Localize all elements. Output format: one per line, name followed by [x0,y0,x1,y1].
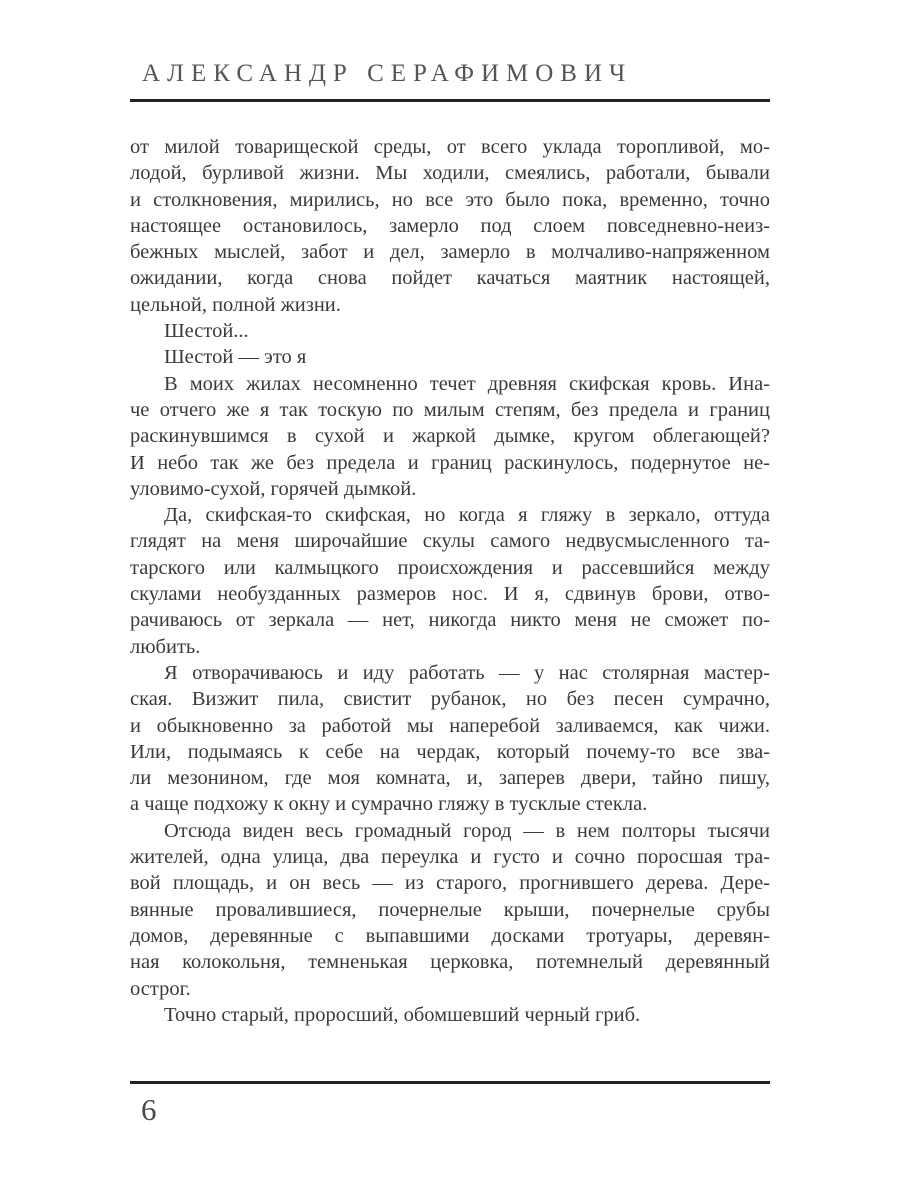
paragraph [130,1002,770,1028]
body-text [130,134,770,1028]
text-line: цельной, полной жизни. [130,293,341,316]
text-line: ская. Визжит пила, свистит рубанок, но без песен сумрачно, [130,688,770,711]
text-line: раскинувшимся в сухой и жаркой дымке, кругом облегающей? [130,425,770,448]
text-line: настоящее остановилось, замерло под слоем повседневно-неиз- [130,214,770,237]
text-line: ная колокольня, темненькая церковка, потемнелый деревянный [130,951,770,974]
text-line: любить. [130,635,201,658]
text-line: уловимо-сухой, горячей дымкой. [130,477,417,500]
text-line: Или, подымаясь к себе на чердак, который почему-то все зва- [130,740,770,763]
text-line: жителей, одна улица, два переулка и густо и сочно поросшая тра- [130,846,770,869]
text-line: ожидании, когда снова пойдет качаться маятник настоящей, [130,267,770,290]
text-line: вой площадь, и он весь — из старого, прогнившего дерева. Дере- [130,872,770,895]
paragraph [130,318,770,344]
text-line: Да, скифская-то скифская, но когда я гляжу в зеркало, оттуда [164,504,770,527]
text-line: острог. [130,977,191,1000]
text-line: и столкновения, мирились, но все это было пока, временно, точно [130,188,770,211]
text-line: и обыкновенно за работой мы наперебой заливаемся, как чижи. [130,714,770,737]
text-line: рачиваюсь от зеркала — нет, никогда никто меня не сможет по- [130,609,770,632]
text-line: ли мезонином, где моя комната, и, заперев двери, тайно пишу, [130,767,770,790]
text-line: И небо так же без предела и границ раскинулось, подернутое не- [130,451,770,474]
paragraph [130,371,770,502]
page-title: АЛЕКСАНДР СЕРАФИМОВИЧ [142,60,633,87]
paragraph [130,502,770,660]
paragraph [130,818,770,1002]
text-line: бежных мыслей, забот и дел, замерло в молчаливо-напряженном [130,241,770,264]
paragraph [130,344,770,370]
text-line: скулами необузданных размеров нос. И я, сдвинув брови, отво- [130,583,770,606]
text-line: домов, деревянные с выпавшими досками тротуары, деревян- [130,924,770,947]
header-divider [130,99,770,102]
text-line: Отсюда виден весь громадный город — в нем полторы тысячи [164,819,770,842]
footer-divider [130,1081,770,1084]
text-line: В моих жилах несомненно течет древняя скифская кровь. Ина- [164,372,770,395]
paragraph [130,660,770,818]
text-line: Точно старый, проросший, обомшевший черный гриб. [164,1003,641,1026]
text-line: глядят на меня широчайшие скулы самого недвусмысленного та- [130,530,770,553]
text-line: от милой товарищеской среды, от всего уклада торопливой, мо- [130,136,770,158]
text-line: Шестой... [164,320,249,343]
text-line: тарского или калмыцкого происхождения и рассевшийся между [130,556,770,579]
text-line: вянные провалившиеся, почернелые крыши, почернелые срубы [130,898,770,921]
text-line: че отчего же я так тоскую по милым степям, без предела и границ [130,398,770,421]
text-line: Я отворачиваюсь и иду работать — у нас столярная мастер- [164,661,770,684]
page-number: 6 [141,1092,157,1127]
text-line: лодой, бурливой жизни. Мы ходили, смеялись, работали, бывали [130,162,770,185]
text-line: а чаще подхожу к окну и сумрачно гляжу в тусклые стекла. [130,793,648,816]
text-line: Шестой — это я [164,346,307,369]
paragraph [130,134,770,318]
